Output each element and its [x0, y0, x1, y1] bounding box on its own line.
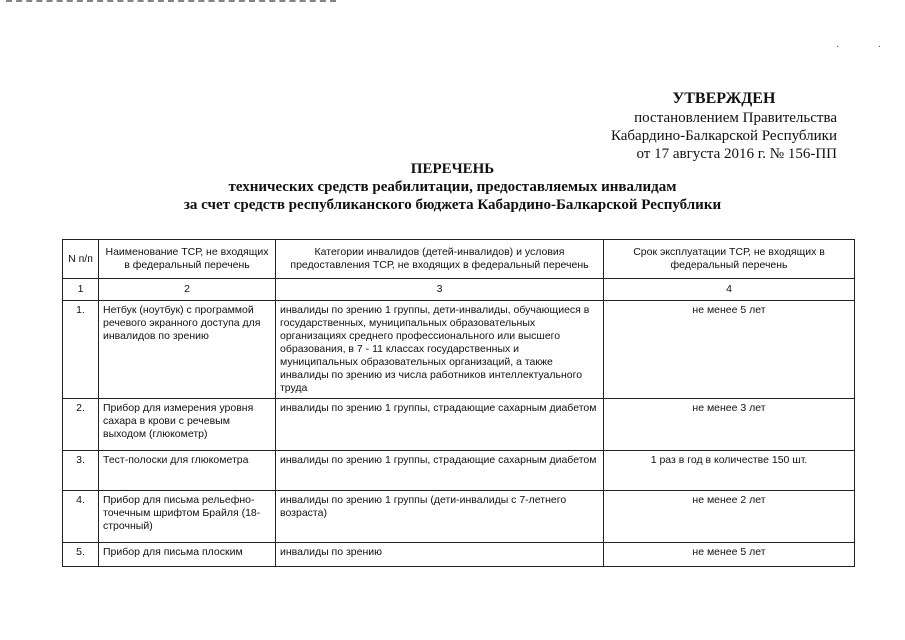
row-category: инвалиды по зрению 1 группы, страдающие сахарным диабетом	[276, 399, 604, 451]
title-line-2: технических средств реабилитации, предоставляемых инвалидам	[228, 179, 677, 195]
row-number: 4.	[63, 491, 99, 543]
row-number: 5.	[63, 543, 99, 567]
header-number: N п/п	[63, 240, 99, 279]
row-category: инвалиды по зрению	[276, 543, 604, 567]
approval-heading: УТВЕРЖДЕН	[672, 90, 776, 107]
header-term: Срок эксплуатации ТСР, не входящих в федеральный перечень	[604, 240, 855, 279]
column-number-3: 3	[276, 279, 604, 301]
header-category: Категории инвалидов (детей-инвалидов) и условия предоставления ТСР, не входящих в федеральный перечень	[276, 240, 604, 279]
table-row	[63, 543, 855, 567]
rehabilitation-means-table	[62, 239, 855, 567]
row-category: инвалиды по зрению 1 группы, страдающие сахарным диабетом	[276, 451, 604, 491]
row-category: инвалиды по зрению 1 группы (дети-инвалиды с 7-летнего возраста)	[276, 491, 604, 543]
document-title	[0, 160, 905, 214]
title-line-3: за счет средств республиканского бюджета Кабардино-Балкарской Республики	[183, 197, 722, 213]
row-name: Прибор для письма рельефно-точечным шрифтом Брайля (18-строчный)	[99, 491, 276, 543]
row-term: не менее 2 лет	[604, 491, 855, 543]
column-numbers-row	[63, 279, 855, 301]
row-term: не менее 5 лет	[604, 301, 855, 399]
column-number-1: 1	[63, 279, 99, 301]
column-number-4: 4	[604, 279, 855, 301]
table-row	[63, 451, 855, 491]
row-term: не менее 3 лет	[604, 399, 855, 451]
approval-line-3: от 17 августа 2016 г. № 156-ПП	[636, 146, 837, 162]
row-name: Нетбук (ноутбук) с программой речевого экранного доступа для инвалидов по зрению	[99, 301, 276, 399]
row-number: 2.	[63, 399, 99, 451]
row-term: не менее 5 лет	[604, 543, 855, 567]
row-term: 1 раз в год в количестве 150 шт.	[604, 451, 855, 491]
row-name: Тест-полоски для глюкометра	[99, 451, 276, 491]
table-row	[63, 399, 855, 451]
table-row	[63, 491, 855, 543]
row-number: 1.	[63, 301, 99, 399]
row-number: 3.	[63, 451, 99, 491]
table-row	[63, 301, 855, 399]
scan-edge-artifact	[6, 0, 336, 5]
scan-specks: · ·	[836, 42, 900, 53]
approval-line-1: постановлением Правительства	[634, 110, 837, 126]
column-number-2: 2	[99, 279, 276, 301]
table-header-row	[63, 240, 855, 279]
header-name: Наименование ТСР, не входящих в федеральный перечень	[99, 240, 276, 279]
approval-stamp-block	[611, 90, 837, 163]
row-category: инвалиды по зрению 1 группы, дети-инвалиды, обучающиеся в государственных, муниципальных образовательных организациях среднего профессионального или высшего образования, в 7 - 11 классах государственных и муниципальных образовательных организаций, а также инвалиды по зрению из числа работников интеллектуального труда	[276, 301, 604, 399]
approval-line-2: Кабардино-Балкарской Республики	[610, 128, 837, 144]
row-name: Прибор для письма плоским	[99, 543, 276, 567]
row-name: Прибор для измерения уровня сахара в крови с речевым выходом (глюкометр)	[99, 399, 276, 451]
title-line-1: ПЕРЕЧЕНЬ	[410, 161, 495, 177]
